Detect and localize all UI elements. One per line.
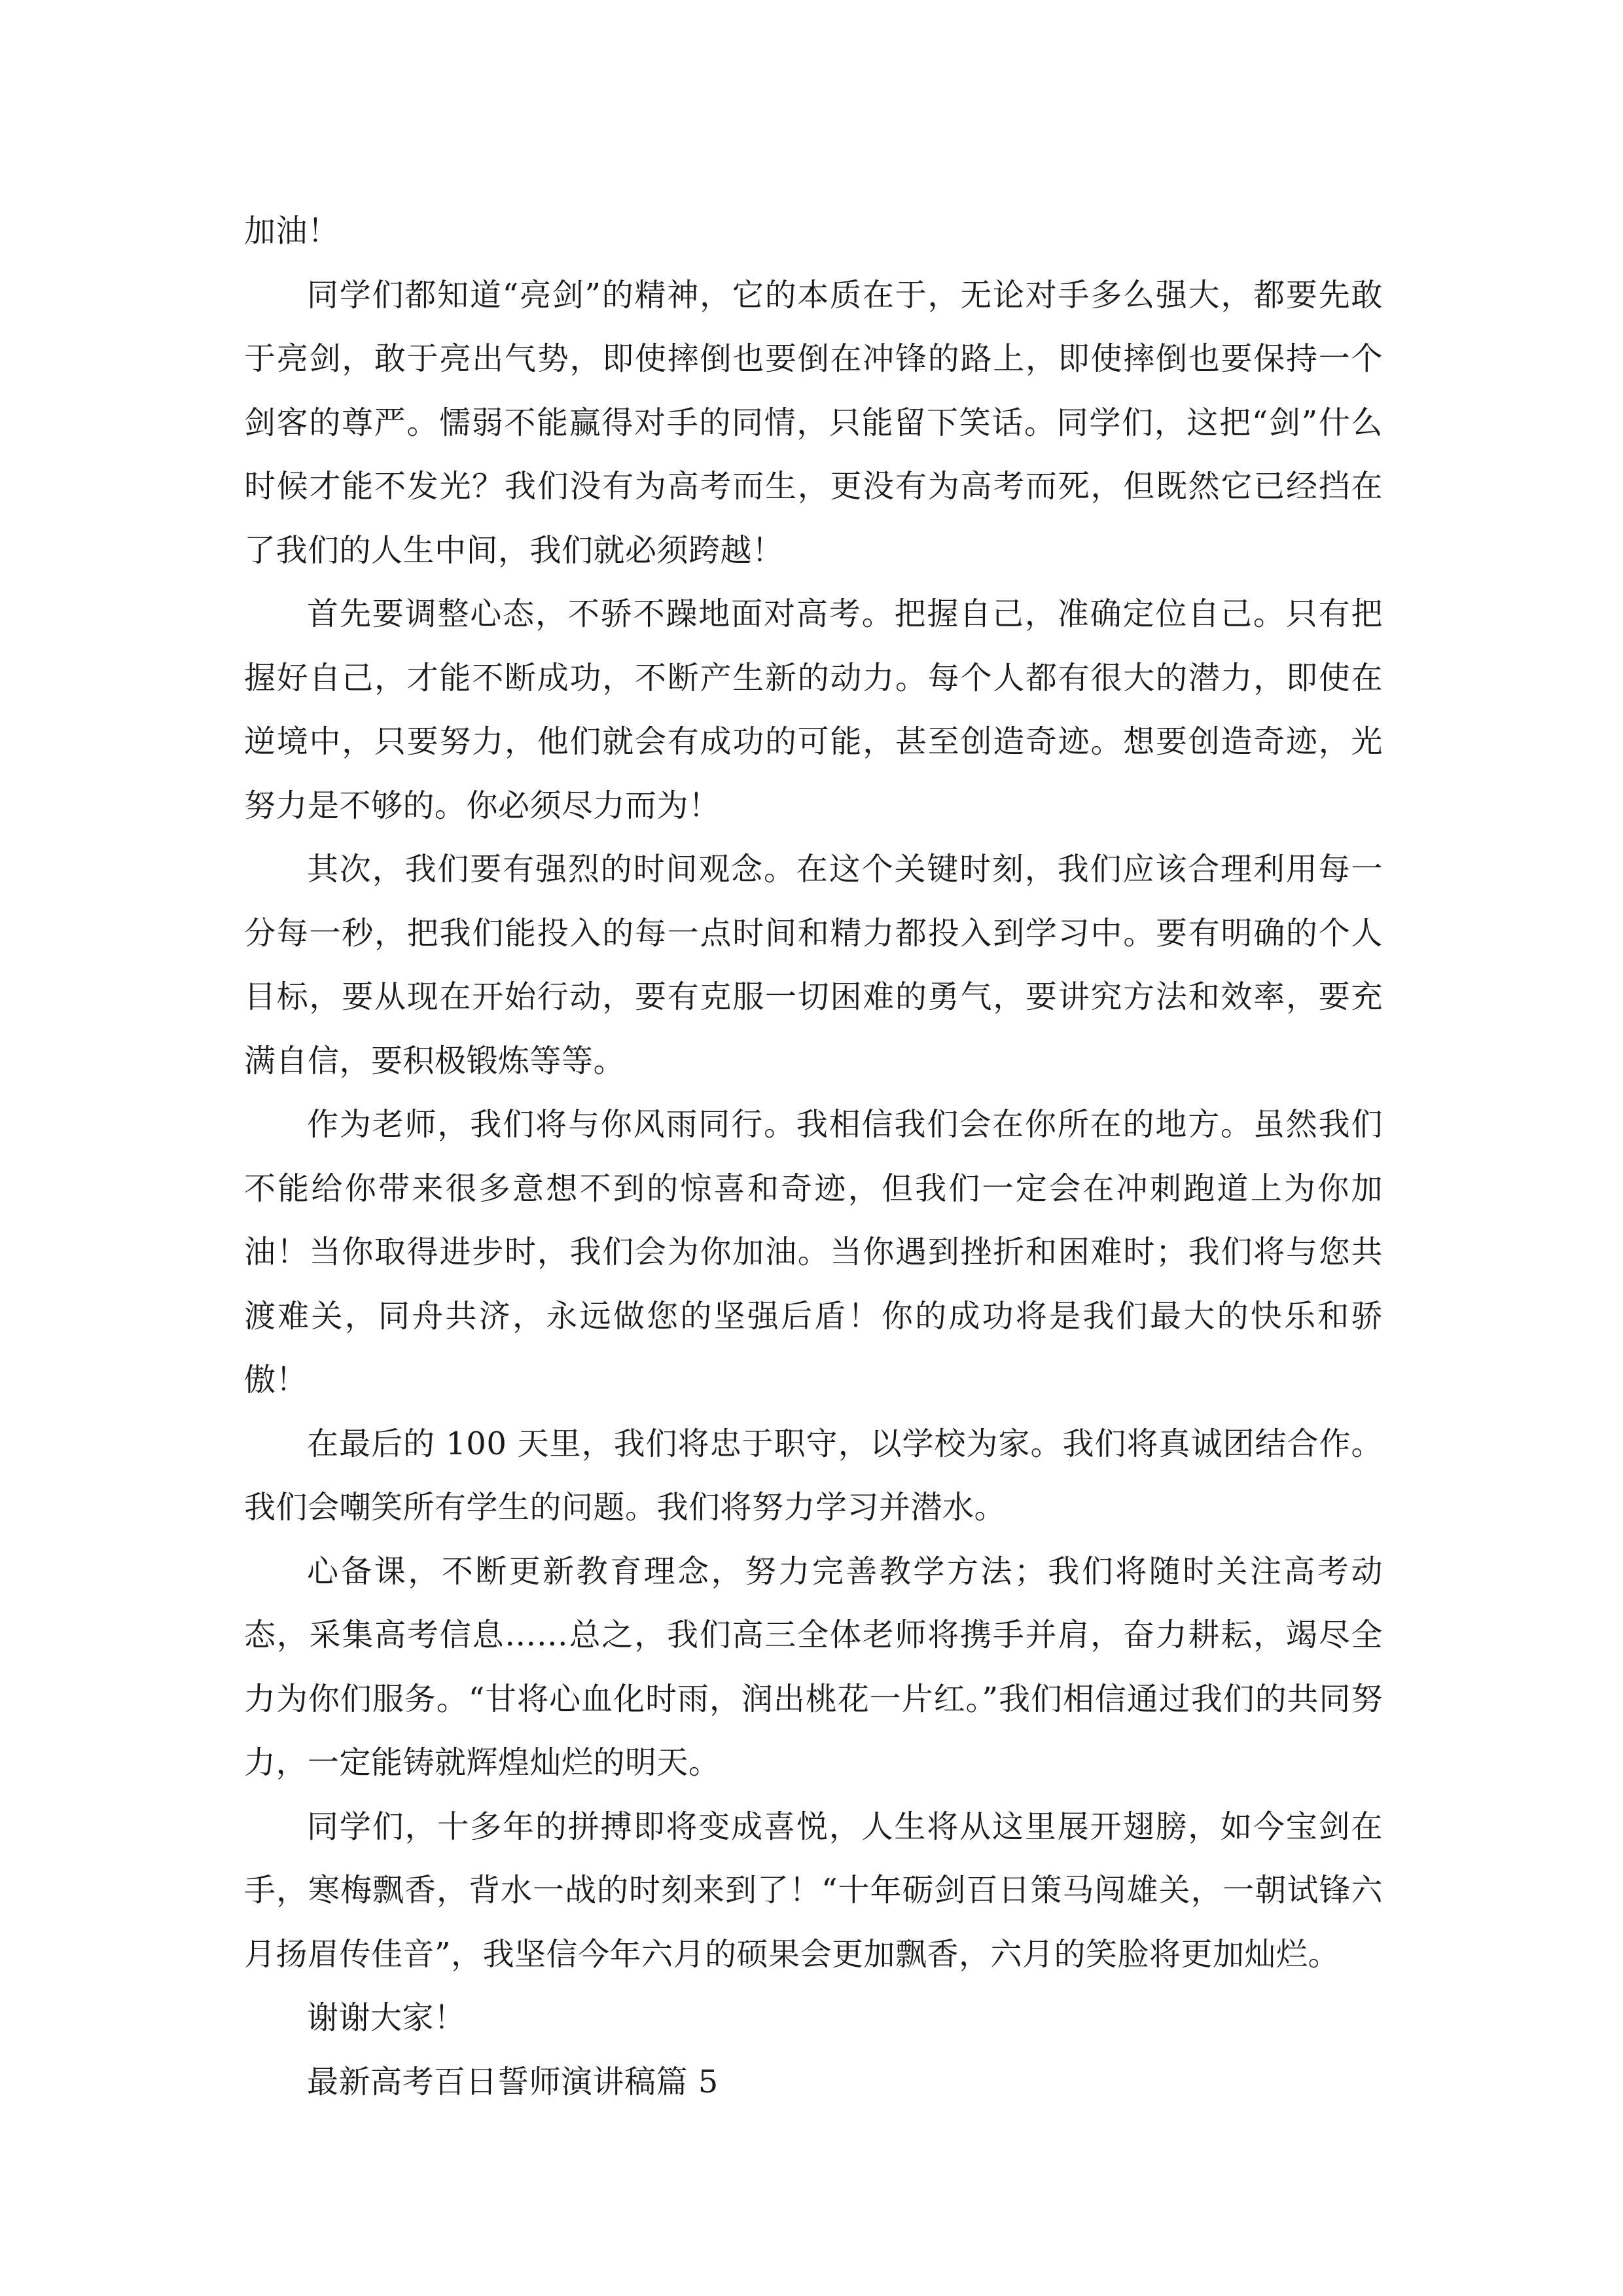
paragraph-last-100-days: 在最后的 100 天里，我们将忠于职守，以学校为家。我们将真诚团结合作。我们会嘲笑所有学生的问题。我们将努力学习并潜水。 — [244, 1425, 1383, 1526]
section-heading: 最新高考百日誓师演讲稿篇 5 — [307, 2063, 719, 2100]
paragraph-time: 其次，我们要有强烈的时间观念。在这个关键时刻，我们应该合理利用每一分每一秒，把我们能投入的每一点时间和精力都投入到学习中。要有明确的个人目标，要从现在开始行动，要有克服一切困难的勇气，要讲究方法和效率，要充满自信，要积极锻炼等等。 — [244, 851, 1383, 1079]
paragraph-thanks: 谢谢大家！ — [307, 2000, 466, 2036]
paragraph-continuation: 加油！ — [244, 213, 340, 249]
paragraph-mindset: 首先要调整心态，不骄不躁地面对高考。把握自己，准确定位自己。只有把握好自己，才能不断成功，不断产生新的动力。每个人都有很大的潜力，即使在逆境中，只要努力，他们就会有成功的可能，甚至创造奇迹。想要创造奇迹，光努力是不够的。你必须尽力而为！ — [244, 596, 1383, 824]
paragraph-lesson-prep: 心备课，不断更新教育理念，努力完善教学方法；我们将随时关注高考动态，采集高考信息……总之，我们高三全体老师将携手并肩，奋力耕耘，竭尽全力为你们服务。“甘将心血化时雨，润出桃花一片红。”我们相信通过我们的共同努力，一定能铸就辉煌灿烂的明天。 — [244, 1552, 1383, 1781]
paragraph-closing: 同学们，十多年的拼搏即将变成喜悦，人生将从这里展开翅膀，如今宝剑在手，寒梅飘香，背水一战的时刻来到了！“十年砺剑百日策马闯雄关，一朝试锋六月扬眉传佳音”，我坚信今年六月的硕果会更加飘香，六月的笑脸将更加灿烂。 — [244, 1808, 1383, 1973]
document-body — [244, 200, 1383, 2114]
paragraph-teachers: 作为老师，我们将与你风雨同行。我相信我们会在你所在的地方。虽然我们不能给你带来很多意想不到的惊喜和奇迹，但我们一定会在冲刺跑道上为你加油！当你取得进步时，我们会为你加油。当你遇到挫折和困难时；我们将与您共渡难关，同舟共济，永远做您的坚强后盾！你的成功将是我们最大的快乐和骄傲！ — [244, 1106, 1383, 1398]
paragraph-liangjian: 同学们都知道“亮剑”的精神，它的本质在于，无论对手多么强大，都要先敢于亮剑，敢于亮出气势，即使摔倒也要倒在冲锋的路上，即使摔倒也要保持一个剑客的尊严。懦弱不能赢得对手的同情，只能留下笑话。同学们，这把“剑”什么时候才能不发光？我们没有为高考而生，更没有为高考而死，但既然它已经挡在了我们的人生中间，我们就必须跨越！ — [244, 276, 1383, 569]
